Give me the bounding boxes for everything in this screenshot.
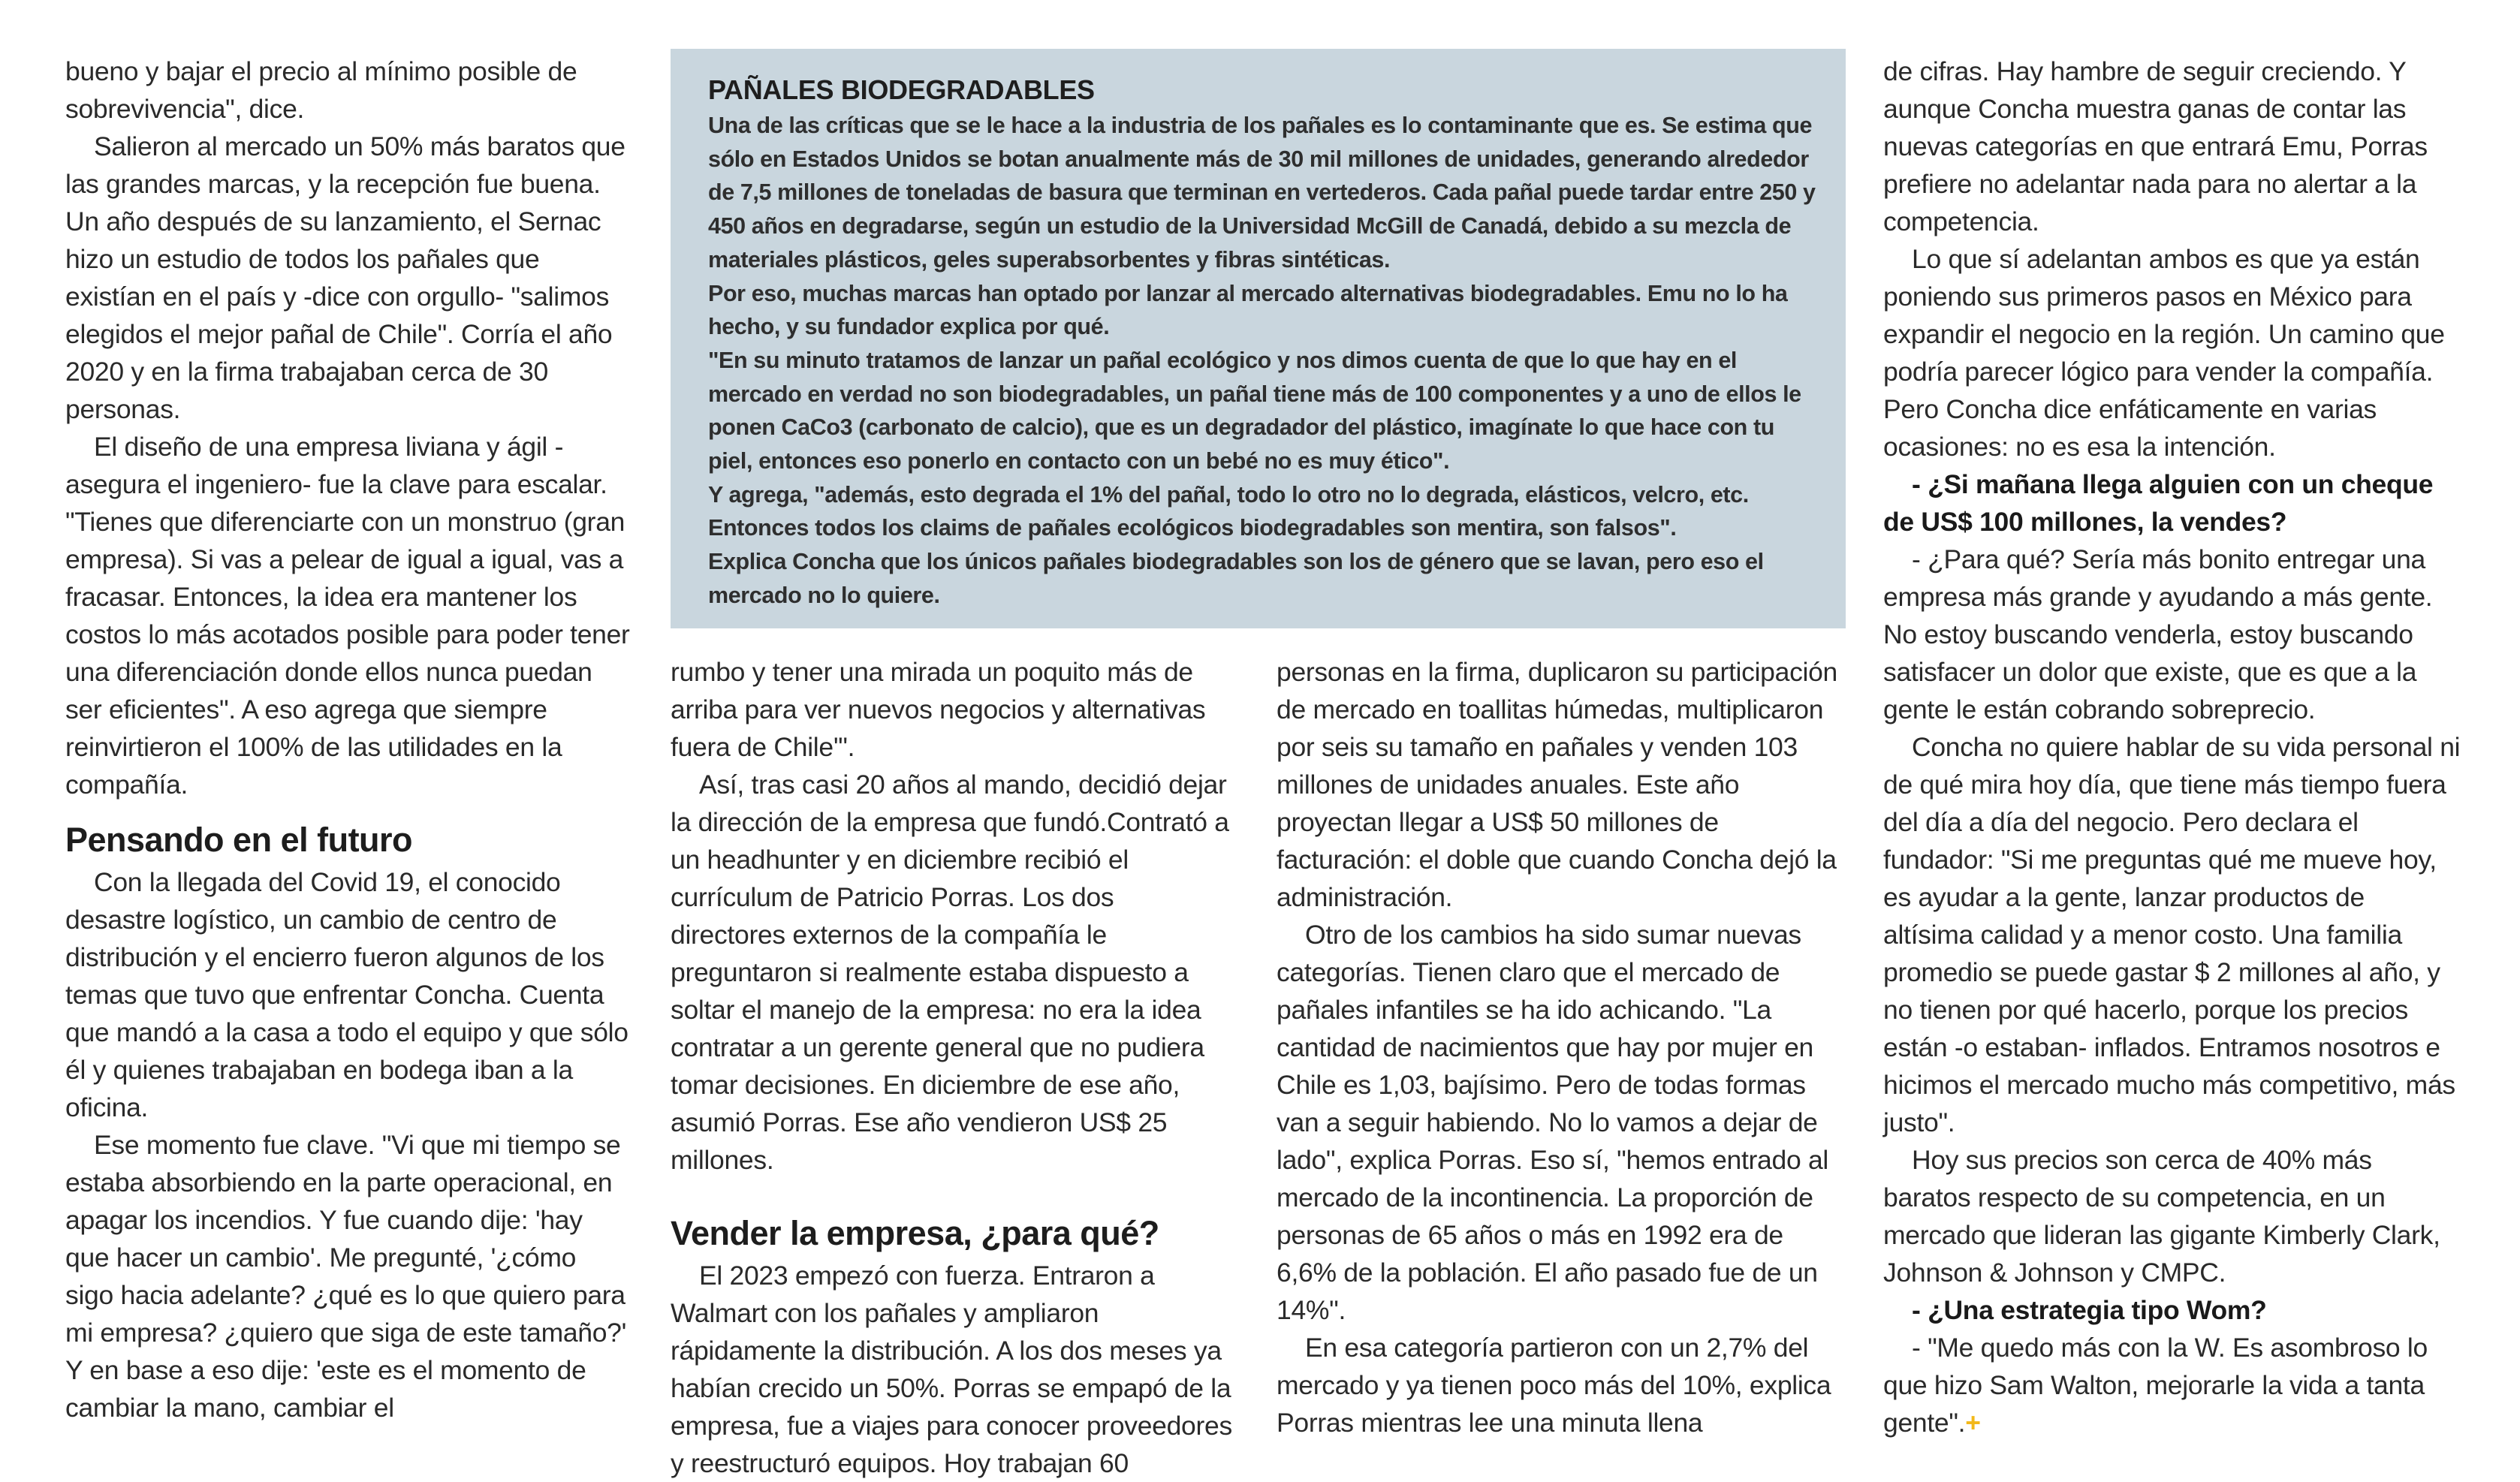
- paragraph: En esa categoría partieron con un 2,7% del mercado y ya tienen poco más del 10%, explica Porras mientras lee una minuta llena: [1277, 1333, 1831, 1438]
- paragraph: bueno y bajar el precio al mínimo posible de sobrevivencia", dice.: [65, 56, 577, 124]
- sidebar-body: [708, 109, 1816, 613]
- paragraph: Concha no quiere hablar de su vida personal ni de qué mira hoy día, que tiene más tiempo fuera del día a día del negocio. Pero declara el fundador: "Si me preguntas qué me mueve hoy, es ayudar a la gente, lanzar productos de altísima calidad y a menor costo. Una familia promedio se puede gastar $ 2 millones al año, y no tienen por qué hacerlo, porque los precios están -o estaban- inflados. Entramos nosotros e hicimos el mercado mucho más competitivo, más justo".: [1883, 732, 2461, 1137]
- paragraph: rumbo y tener una mirada un poquito más de arriba para ver nuevos negocios y alternativas fuera de Chile'".: [671, 657, 1206, 762]
- paragraph: de cifras. Hay hambre de seguir creciendo. Y aunque Concha muestra ganas de contar las nuevas categorías en que entrará Emu, Porras prefiere no adelantar nada para no alertar a la competencia.: [1883, 56, 2428, 236]
- sidebar-paragraph: Explica Concha que los únicos pañales biodegradables son los de género que se lavan, pero eso el mercado no lo quiere.: [708, 549, 1764, 608]
- paragraph: Hoy sus precios son cerca de 40% más baratos respecto de su competencia, en un mercado que lideran las gigante Kimberly Clark, Johnson & Johnson y CMPC.: [1883, 1145, 2440, 1288]
- end-mark-icon: +: [1965, 1408, 1981, 1438]
- paragraph: - ¿Para qué? Sería más bonito entregar una empresa más grande y ayudando a más gente. No estoy buscando venderla, estoy buscando satisfacer un dolor que existe, que es que a la gente le están cobrando sobreprecio.: [1883, 544, 2433, 724]
- sidebar-title: PAÑALES BIODEGRADABLES: [708, 74, 1095, 105]
- paragraph: [1883, 1329, 2461, 1441]
- sidebar-paragraph: Una de las críticas que se le hace a la industria de los pañales es lo contaminante que es. Se estima que sólo en Estados Unidos se botan anualmente más de 30 mil millones de unidades, generando alrededor de 7,5 millones de toneladas de basura que terminan en vertederos. Cada pañal puede tardar entre 250 y 450 años en degradarse, según un estudio de la Universidad McGill de Canadá, debido a su mezcla de materiales plásticos, geles superabsorbentes y fibras sintéticas.: [708, 113, 1816, 273]
- article-column-3: [1277, 653, 1841, 1441]
- sidebar-paragraph: "En su minuto tratamos de lanzar un pañal ecológico y nos dimos cuenta de que lo que hay en el mercado en verdad no son biodegradables, un pañal tiene más de 100 componentes y a uno de ellos le ponen CaCo3 (carbonato de calcio), que es un degradador del plástico, imagínate lo que hace con tu piel, entonces eso ponerlo en contacto con un bebé no es muy ético".: [708, 347, 1801, 474]
- sidebar-paragraph: Por eso, muchas marcas han optado por lanzar al mercado alternativas biodegradables. Emu no lo ha hecho, y su fundador explica por qué.: [708, 280, 1788, 340]
- article-column-1: [65, 53, 630, 1426]
- paragraph: El 2023 empezó con fuerza. Entraron a Walmart con los pañales y ampliaron rápidamente la distribución. A los dos meses ya habían crecido un 50%. Porras se empapó de la empresa, fue a viajes para conocer proveedores y reestructuró equipos. Hoy trabajan 60: [671, 1261, 1232, 1478]
- sidebar-paragraph: Y agrega, "además, esto degrada el 1% del pañal, todo lo otro no lo degrada, elásticos, velcro, etc. Entonces todos los claims de pañales ecológicos biodegradables son mentira, son falsos".: [708, 481, 1749, 541]
- section-heading-future: Pensando en el futuro: [65, 821, 413, 859]
- paragraph: Con la llegada del Covid 19, el conocido desastre logístico, un cambio de centro de distribución y el encierro fueron algunos de los temas que tuvo que enfrentar Concha. Cuenta que mandó a la casa a todo el equipo y que sólo él y quienes trabajaban en bodega iban a la oficina.: [65, 867, 628, 1122]
- paragraph: El diseño de una empresa liviana y ágil -asegura el ingeniero- fue la clave para escalar. "Tienes que diferenciarte con un monstruo (gran empresa). Si vas a pelear de igual a igual, vas a fracasar. Entonces, la idea era mantener los costos lo más acotados posible para poder tener una diferenciación donde ellos nunca puedan ser eficientes". A eso agrega que siempre reinvirtieron el 100% de las utilidades en la compañía.: [65, 432, 630, 800]
- article-column-2: [671, 653, 1235, 1482]
- article-column-4: [1883, 53, 2461, 1441]
- paragraph: personas en la firma, duplicaron su participación de mercado en toallitas húmedas, multiplicaron por seis su tamaño en pañales y venden 103 millones de unidades anuales. Este año proyectan llegar a US$ 50 millones de facturación: el doble que cuando Concha dejó la administración.: [1277, 657, 1837, 912]
- interview-question: - ¿Si mañana llega alguien con un cheque de US$ 100 millones, la vendes?: [1883, 469, 2434, 537]
- paragraph: Salieron al mercado un 50% más baratos que las grandes marcas, y la recepción fue buena. Un año después de su lanzamiento, el Sernac hizo un estudio de todos los pañales que existían en el país y -dice con orgullo- "salimos elegidos el mejor pañal de Chile". Corría el año 2020 y en la firma trabajaban cerca de 30 personas.: [65, 131, 625, 424]
- paragraph: Así, tras casi 20 años al mando, decidió dejar la dirección de la empresa que fundó.Contrató a un headhunter y en diciembre recibió el currículum de Patricio Porras. Los dos directores externos de la compañía le preguntaron si realmente estaba dispuesto a soltar el manejo de la empresa: no era la idea contratar a un gerente general que no pudiera tomar decisiones. En diciembre de ese año, asumió Porras. Ese año vendieron US$ 25 millones.: [671, 770, 1229, 1175]
- paragraph: Lo que sí adelantan ambos es que ya están poniendo sus primeros pasos en México para expandir el negocio en la región. Un camino que podría parecer lógico para vender la compañía. Pero Concha dice enfáticamente en varias ocasiones: no es esa la intención.: [1883, 244, 2445, 462]
- paragraph: Ese momento fue clave. "Vi que mi tiempo se estaba absorbiendo en la parte operacional, en apagar los incendios. Y fue cuando dije: 'hay que hacer un cambio'. Me pregunté, '¿cómo sigo hacia adelante? ¿qué es lo que quiero para mi empresa? ¿quiero que siga de este tamaño?' Y en base a eso dije: 'este es el momento de cambiar la mano, cambiar el: [65, 1130, 627, 1423]
- closing-quote: - "Me quedo más con la W. Es asombroso lo que hizo Sam Walton, mejorarle la vida a tanta gente".: [1883, 1333, 2428, 1438]
- interview-question: - ¿Una estrategia tipo Wom?: [1912, 1295, 2267, 1325]
- sidebar-box: [671, 49, 1846, 628]
- section-heading-sell: Vender la empresa, ¿para qué?: [671, 1214, 1159, 1252]
- paragraph: Otro de los cambios ha sido sumar nuevas categorías. Tienen claro que el mercado de pañales infantiles se ha ido achicando. "La cantidad de nacimientos que hay por mujer en Chile es 1,03, bajísimo. Pero de todas formas van a seguir habiendo. No lo vamos a dejar de lado", explica Porras. Eso sí, "hemos entrado al mercado de la incontinencia. La proporción de personas de 65 años o más en 1992 era de 6,6% de la población. El año pasado fue de un 14%".: [1277, 920, 1828, 1325]
